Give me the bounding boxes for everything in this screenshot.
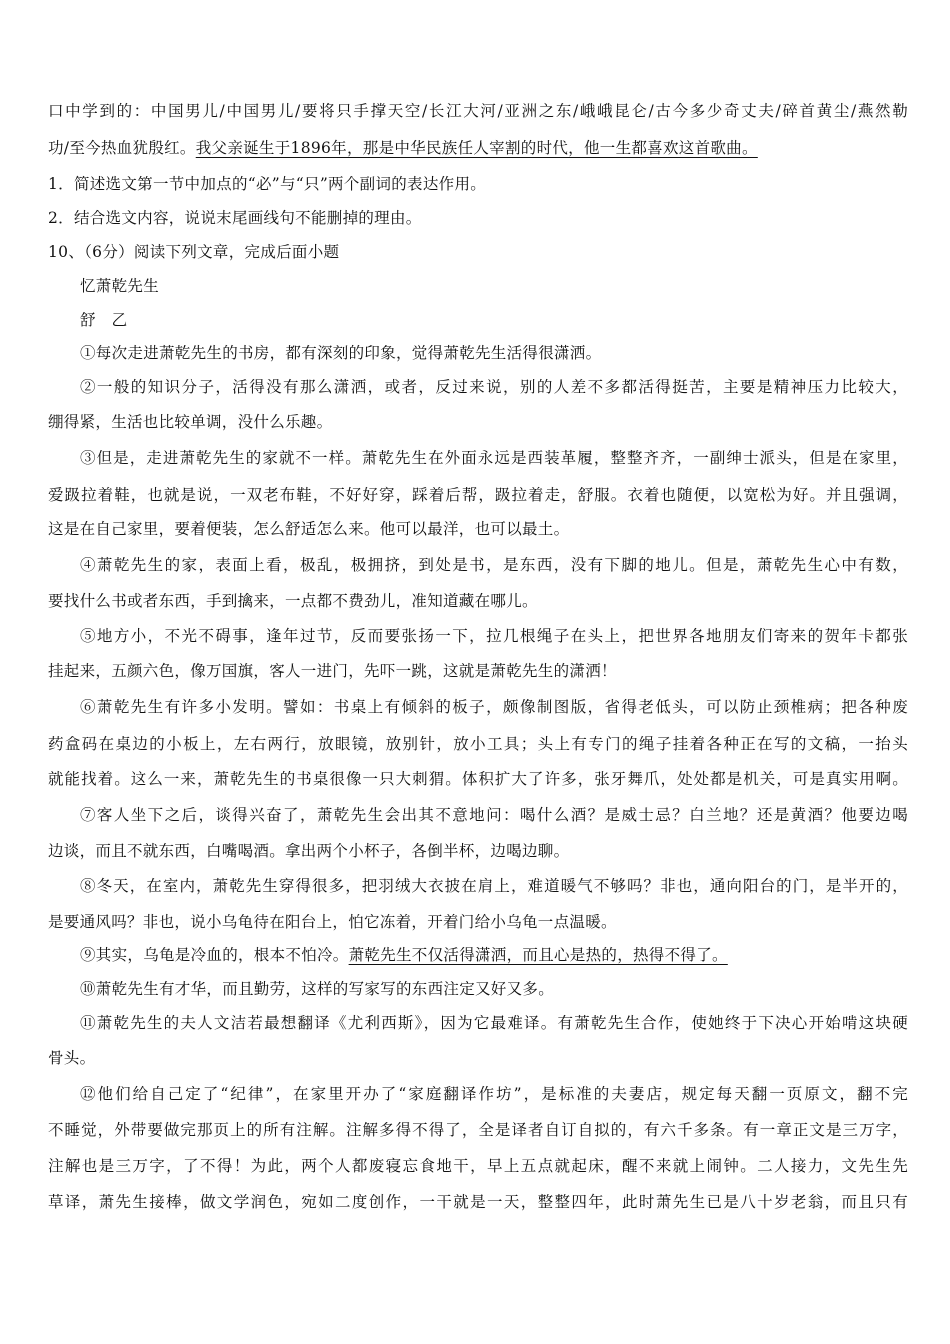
paragraph-7-line-2: 边谈，而且不就东西，白嘴喝酒。拿出两个小杯子，各倒半杯，边喝边聊。 xyxy=(48,842,570,860)
paragraph-12-line-3: 注解也是三万字，了不得！为此，两个人都废寝忘食地干，早上五点就起床，醒不来就上闹钟。二人接力，文先生先 xyxy=(48,1157,908,1175)
paragraph-4-line-1: ④萧乾先生的家，表面上看，极乱，极拥挤，到处是书，是东西，没有下脚的地儿。但是，萧乾先生心中有数， xyxy=(80,556,908,574)
paragraph-11-line-1: ⑪萧乾先生的夫人文洁若最想翻译《尤利西斯》，因为它最难译。有萧乾先生合作，使她终于下决心开始啃这块硬 xyxy=(80,1014,908,1032)
intro-line-2 xyxy=(48,138,908,158)
article-title: 忆萧乾先生 xyxy=(80,277,160,295)
paragraph-5-line-2: 挂起来，五颜六色，像万国旗，客人一进门，先吓一跳，这就是萧乾先生的潇洒！ xyxy=(48,662,617,680)
paragraph-10-line-1: ⑩萧乾先生有才华，而且勤劳，这样的写家写的东西注定又好又多。 xyxy=(80,980,555,998)
paragraph-12-line-4: 草译，萧先生接棒，做文学润色，宛如二度创作，一干就是一天，整整四年，此时萧先生已是八十岁老翁，而且只有 xyxy=(48,1193,908,1211)
paragraph-6-line-1: ⑥萧乾先生有许多小发明。譬如：书桌上有倾斜的板子，颇像制图版，省得老低头，可以防止颈椎病；把各种废 xyxy=(80,698,908,716)
article-author: 舒 乙 xyxy=(80,311,128,329)
underlined-sentence-2: 萧乾先生不仅活得潇洒，而且心是热的，热得不得了。 xyxy=(348,946,728,964)
question-2: 2．结合选文内容，说说末尾画线句不能删掉的理由。 xyxy=(48,209,422,227)
paragraph-7-line-1: ⑦客人坐下之后，谈得兴奋了，萧乾先生会出其不意地问：喝什么酒？是威士忌？白兰地？还是黄酒？他要边喝 xyxy=(80,806,908,824)
intro-line-2-text: 功/至今热血犹殷红。 xyxy=(48,139,196,157)
paragraph-3-line-1: ③但是，走进萧乾先生的家就不一样。萧乾先生在外面永远是西装革履，整整齐齐，一副绅士派头，但是在家里， xyxy=(80,449,908,467)
paragraph-2-line-1: ②一般的知识分子，活得没有那么潇洒，或者，反过来说，别的人差不多都活得挺苦，主要是精神压力比较大， xyxy=(80,378,908,396)
underlined-sentence-1: 我父亲诞生于1896年，那是中华民族任人宰割的时代，他一生都喜欢这首歌曲。 xyxy=(195,139,758,157)
paragraph-9-line-1 xyxy=(80,945,908,965)
paragraph-8-line-1: ⑧冬天，在室内，萧乾先生穿得很多，把羽绒大衣披在肩上，难道暖气不够吗？非也，通向阳台的门，是半开的， xyxy=(80,877,908,895)
paragraph-12-line-1: ⑫他们给自己定了“纪律”，在家里开办了“家庭翻译作坊”，是标准的夫妻店，规定每天翻一页原文，翻不完 xyxy=(80,1085,908,1103)
question-10-heading: 10、（6分）阅读下列文章，完成后面小题 xyxy=(48,243,340,261)
paragraph-9-text: ⑨其实，乌龟是冷血的，根本不怕冷。 xyxy=(80,946,349,964)
question-1: 1．简述选文第一节中加点的“必”与“只”两个副词的表达作用。 xyxy=(48,175,487,193)
paragraph-8-line-2: 是要通风吗？非也，说小乌龟待在阳台上，怕它冻着，开着门给小乌龟一点温暖。 xyxy=(48,913,617,931)
paragraph-4-line-2: 要找什么书或者东西，手到擒来，一点都不费劲儿，准知道藏在哪儿。 xyxy=(48,592,538,610)
paragraph-6-line-3: 就能找着。这么一来，萧乾先生的书桌很像一只大刺猬。体积扩大了许多，张牙舞爪，处处都是机关，可是真实用啊。 xyxy=(48,770,908,788)
paragraph-12-line-2: 不睡觉，外带要做完那页上的所有注解。注解多得不得了，全是译者自订自拟的，有六千多条。有一章正文是三万字， xyxy=(48,1121,908,1139)
paragraph-2-line-2: 绷得紧，生活也比较单调，没什么乐趣。 xyxy=(48,413,333,431)
paragraph-11-line-2: 骨头。 xyxy=(48,1049,96,1067)
paragraph-3-line-3: 这是在自己家里，要着便装，怎么舒适怎么来。他可以最洋，也可以最土。 xyxy=(48,520,570,538)
paragraph-6-line-2: 药盒码在桌边的小板上，左右两行，放眼镜，放别针，放小工具；头上有专门的绳子挂着各种正在写的文稿，一抬头 xyxy=(48,735,908,753)
paragraph-1-line-1: ①每次走进萧乾先生的书房，都有深刻的印象，觉得萧乾先生活得很潇洒。 xyxy=(80,344,602,362)
paragraph-5-line-1: ⑤地方小，不光不碍事，逢年过节，反而要张扬一下，拉几根绳子在头上，把世界各地朋友们寄来的贺年卡都张 xyxy=(80,627,908,645)
intro-line-1: 口中学到的：中国男儿/中国男儿/要将只手撑天空/长江大河/亚洲之东/峨峨昆仑/古今多少奇丈夫/碎首黄尘/燕然勒 xyxy=(48,102,908,120)
paragraph-3-line-2: 爱趿拉着鞋，也就是说，一双老布鞋，不好好穿，踩着后帮，趿拉着走，舒服。衣着也随便，以宽松为好。并且强调， xyxy=(48,486,908,504)
